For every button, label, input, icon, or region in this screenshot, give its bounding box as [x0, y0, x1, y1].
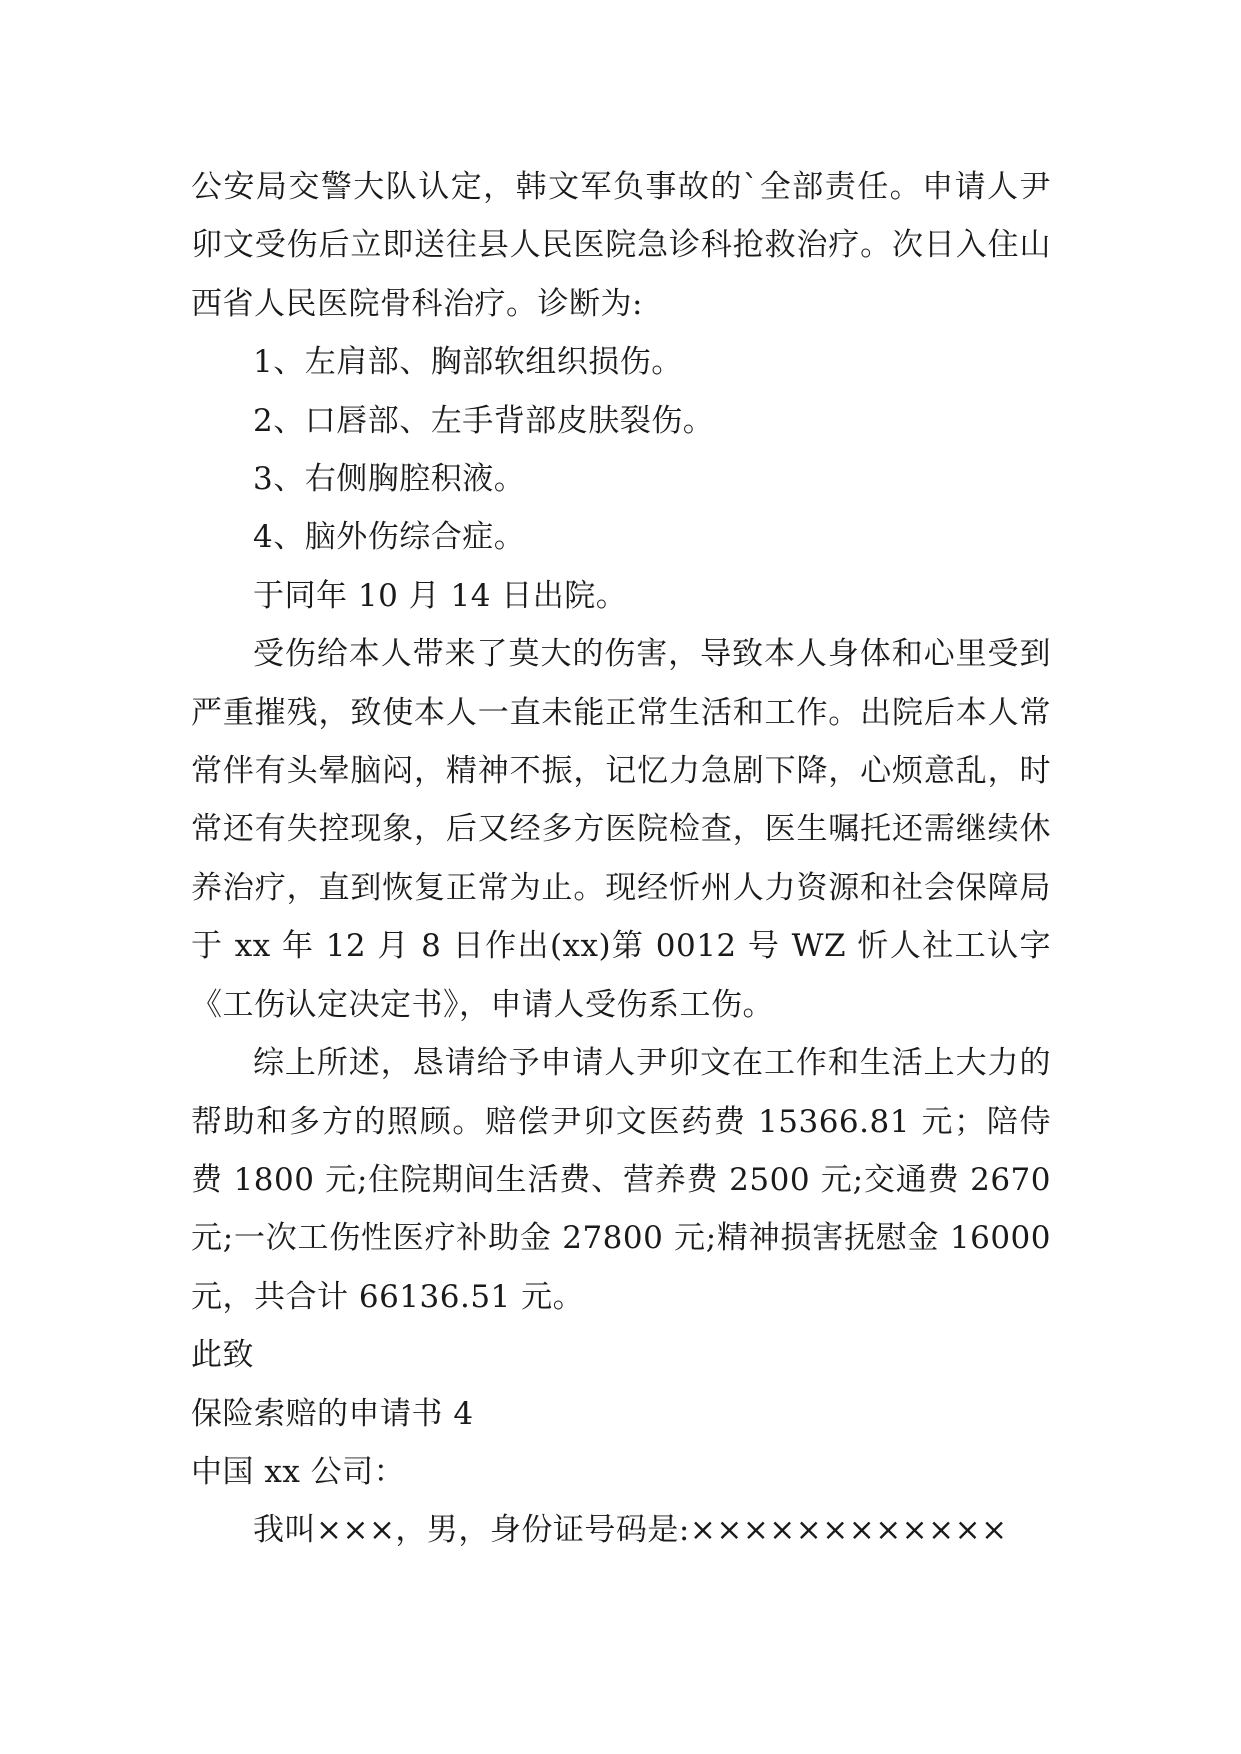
paragraph-injury-impact: 受伤给本人带来了莫大的伤害，导致本人身体和心里受到严重摧残，致使本人一直未能正常生活和工作。出院后本人常常伴有头晕脑闷，精神不振，记忆力急剧下降，心烦意乱，时常还有失控现象，后又经多方医院检查，医生嘱托还需继续休养治疗，直到恢复正常为止。现经忻州人力资源和社会保障局于 xx 年 12 月 8 日作出(xx)第 0012 号 WZ 忻人社工认字《工伤认定决定书》，申请人受伤系工伤。 — [191, 636, 1051, 1023]
paragraph-discharge: 于同年 10 月 14 日出院。 — [253, 577, 628, 614]
paragraph-accident-liability: 公安局交警大队认定，韩文军负事故的`全部责任。申请人尹卯文受伤后立即送往县人民医院急诊科抢救治疗。次日入住山西省人民医院骨科治疗。诊断为: — [191, 169, 1051, 322]
diagnosis-item-3: 3、右侧胸腔积液。 — [253, 461, 526, 498]
paragraph-applicant-intro: 我叫×××，男，身份证号码是:×××××××××××× — [253, 1512, 1008, 1549]
diagnosis-item-2: 2、口唇部、左手背部皮肤裂伤。 — [253, 402, 715, 439]
section-title: 保险索赔的申请书 4 — [191, 1395, 474, 1432]
closing-salutation: 此致 — [191, 1337, 254, 1374]
document-body — [191, 158, 1051, 1560]
addressee: 中国 xx 公司： — [191, 1453, 406, 1490]
paragraph-compensation-request: 综上所述，恳请给予申请人尹卯文在工作和生活上大力的帮助和多方的照顾。赔偿尹卯文医药费 15366.81 元；陪侍费 1800 元;住院期间生活费、营养费 2500 元;交通费 2670 元;一次工伤性医疗补助金 27800 元;精神损害抚慰金 16000 元，共合计 66136.51 元。 — [191, 1045, 1051, 1315]
diagnosis-item-1: 1、左肩部、胸部软组织损伤。 — [253, 344, 683, 381]
diagnosis-item-4: 4、脑外伤综合症。 — [253, 519, 526, 556]
